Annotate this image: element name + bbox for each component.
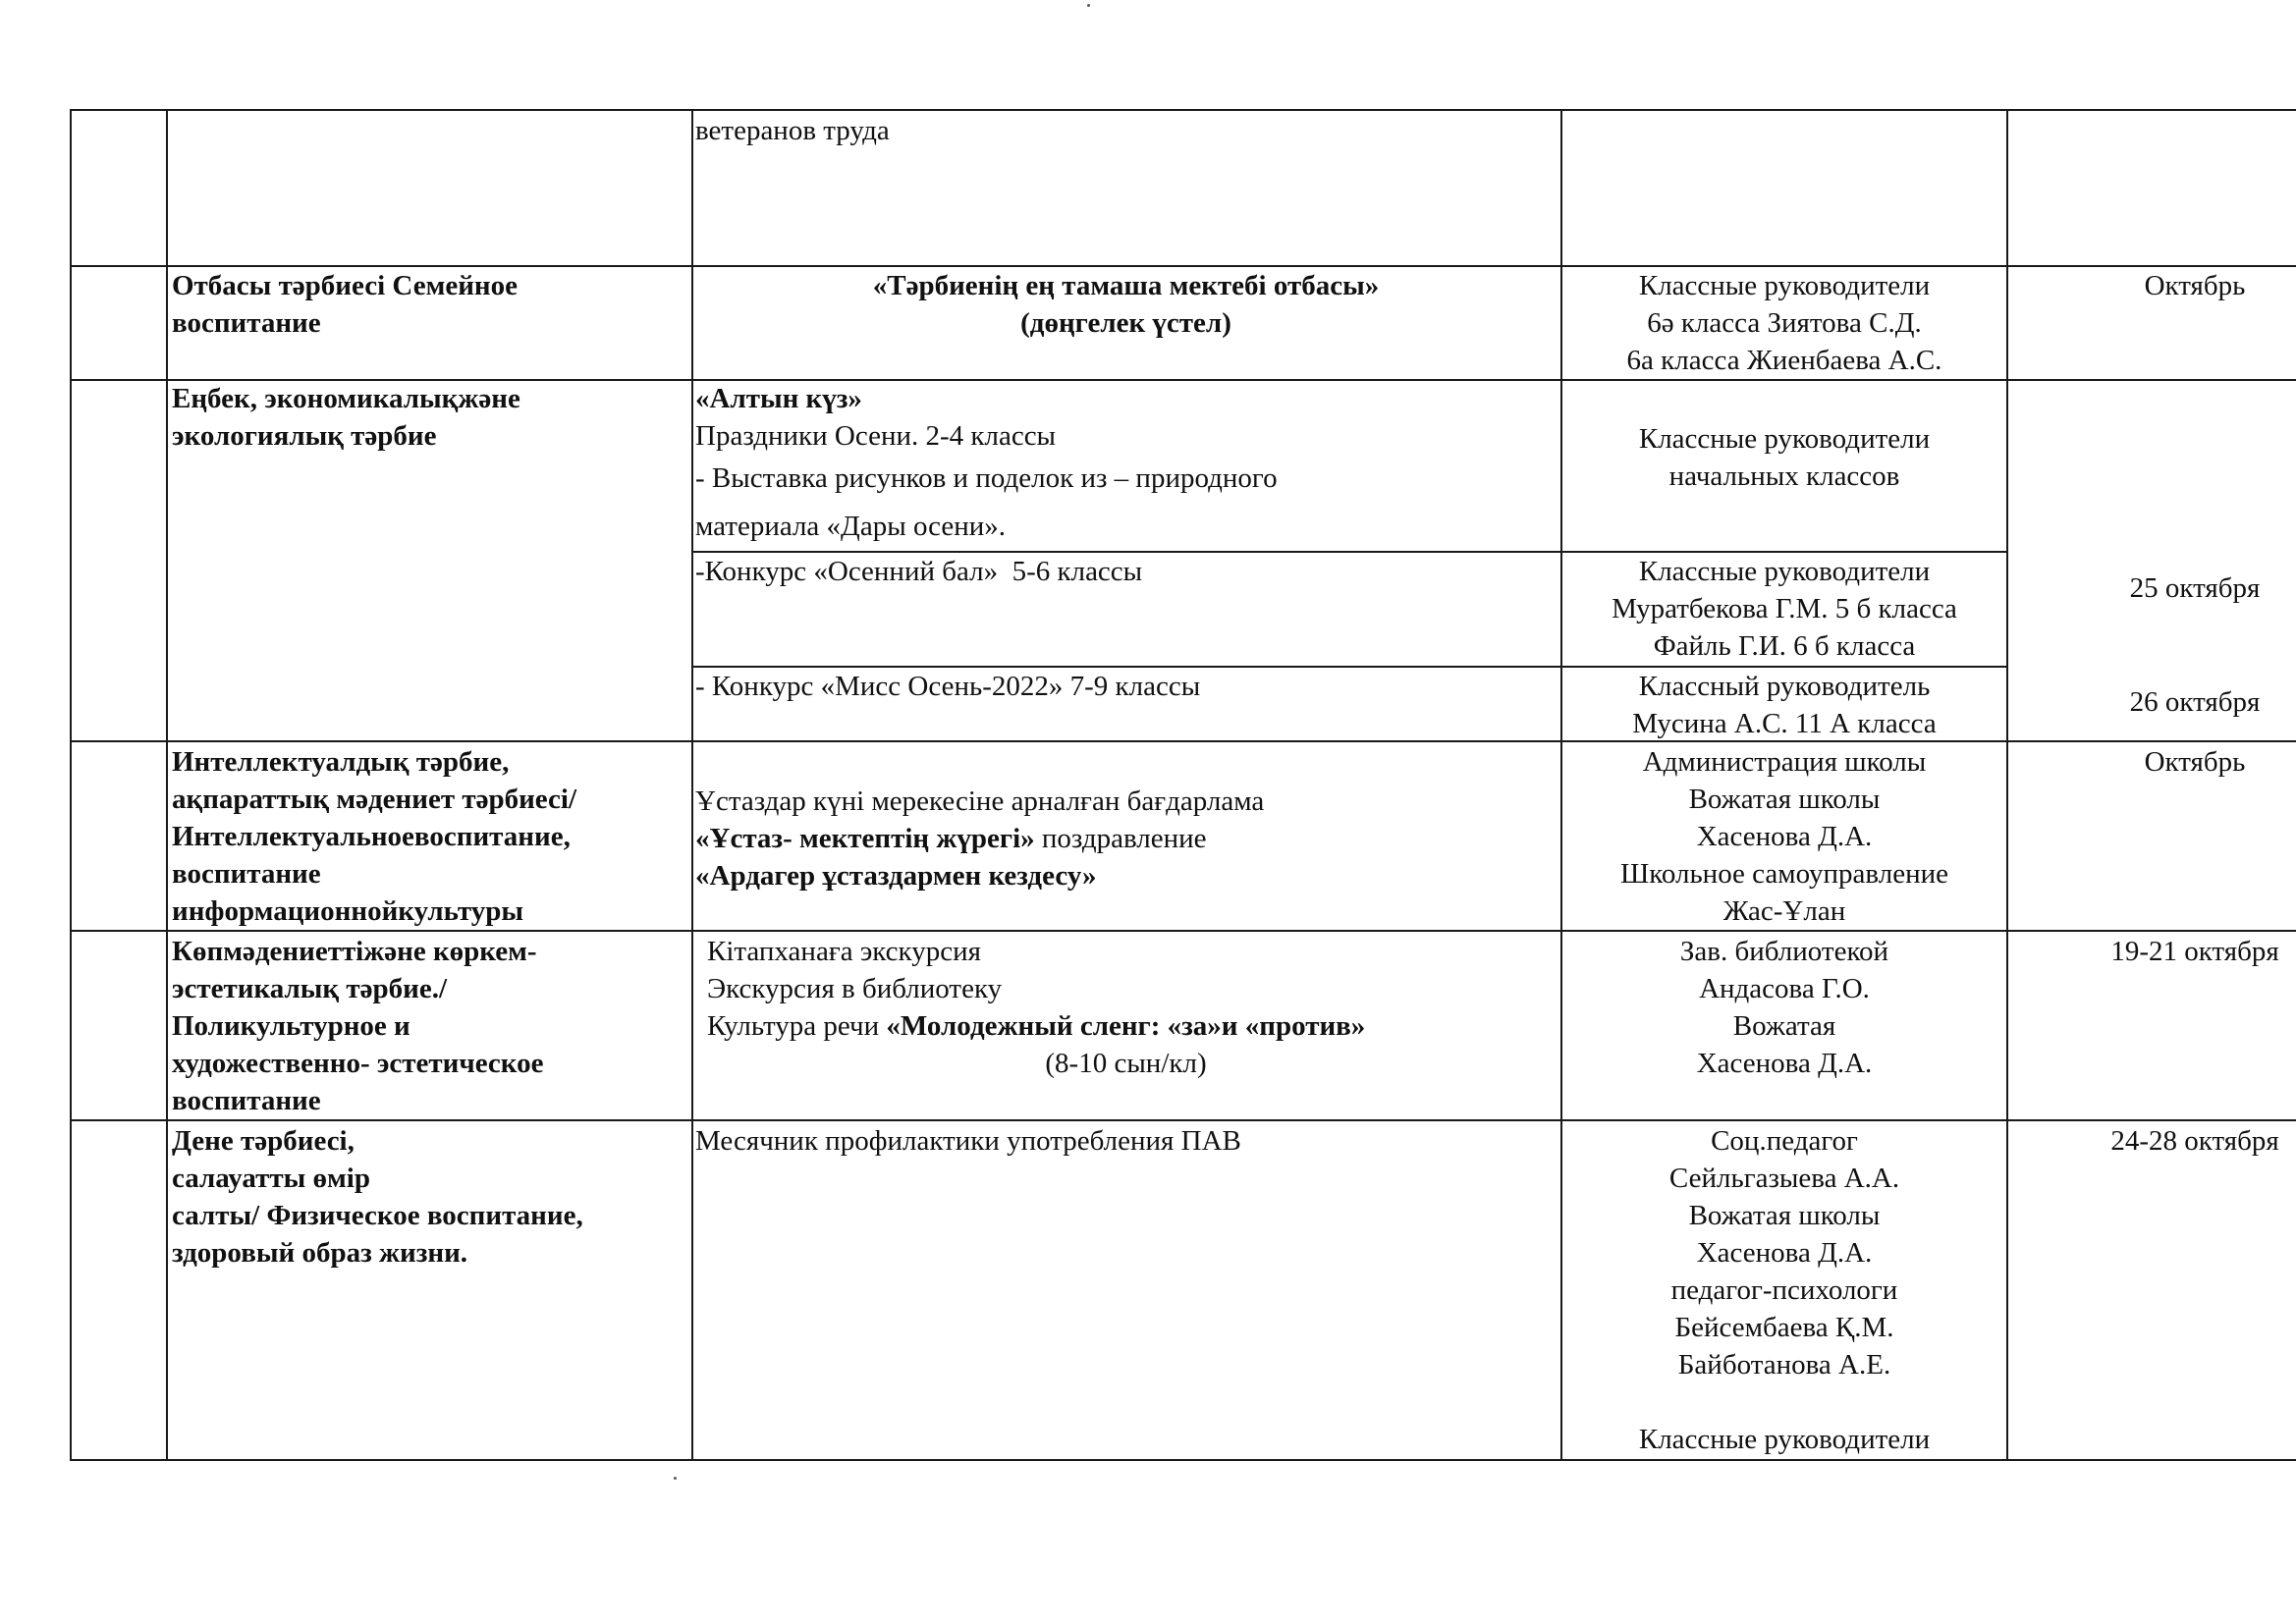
- responsible-text: Классные руководители: [1638, 556, 1931, 587]
- responsible-text: Зав. библиотекой: [1679, 936, 1889, 967]
- date-text: 19-21 октября: [2110, 936, 2279, 967]
- event-text: Ұстаздар күні мерекесіне арналған бағдарлама: [695, 785, 1265, 817]
- date-text: Октябрь: [2144, 746, 2246, 778]
- event-text: Экскурсия в библиотеку: [707, 973, 1003, 1004]
- responsible-text: начальных классов: [1668, 460, 1900, 492]
- event-text: ветеранов труда: [695, 115, 890, 146]
- direction-text: Интеллектуальноевоспитание,: [172, 821, 571, 852]
- date-text: 25 октября: [2129, 572, 2261, 604]
- responsible-text: Андасова Г.О.: [1699, 973, 1870, 1004]
- scan-speck: [674, 1477, 677, 1480]
- responsible-text: Сейльгазыева А.А.: [1668, 1163, 1900, 1194]
- direction-text: салты/ Физическое воспитание,: [172, 1200, 583, 1231]
- table-row-divider: [70, 930, 2296, 932]
- event-text: - Выставка рисунков и поделок из – природного: [695, 462, 1278, 494]
- event-text: -Конкурс «Осенний бал» 5-6 классы: [695, 556, 1143, 587]
- responsible-text: Вожатая школы: [1688, 784, 1881, 815]
- event-title: «Ардагер ұстаздармен кездесу»: [695, 860, 1097, 892]
- responsible-text: Муратбекова Г.М. 5 б класса: [1612, 593, 1957, 624]
- direction-text: Поликультурное и: [172, 1010, 410, 1042]
- direction-text: Отбасы тәрбиесі Семейное: [172, 270, 519, 301]
- table-border-left: [70, 109, 72, 1461]
- direction-text: воспитание: [172, 307, 321, 339]
- direction-text: информационнойкультуры: [172, 895, 523, 927]
- direction-text: воспитание: [172, 858, 321, 890]
- table-column-divider: [166, 109, 168, 1461]
- responsible-text: Классный руководитель: [1638, 671, 1931, 702]
- event-text-line: [707, 1007, 1365, 1045]
- event-text: Культура речи: [707, 1010, 887, 1042]
- table-border-bottom: [70, 1459, 2296, 1461]
- direction-text: эстетикалық тәрбие./: [172, 973, 448, 1004]
- direction-text: ақпараттық мәдениет тәрбиесі/: [172, 784, 577, 815]
- date-text: 26 октября: [2129, 686, 2261, 718]
- event-text: - Конкурс «Мисс Осень-2022» 7-9 классы: [695, 671, 1201, 702]
- direction-text: салауатты өмір: [172, 1163, 370, 1194]
- date-text: Октябрь: [2144, 270, 2246, 301]
- responsible-text: Администрация школы: [1642, 746, 1927, 778]
- event-text: поздравление: [1034, 823, 1207, 854]
- direction-text: Дене тәрбиесі,: [172, 1125, 355, 1157]
- responsible-text: Вожатая школы: [1688, 1200, 1881, 1231]
- table-border-top: [70, 109, 2296, 111]
- event-title: «Алтын күз»: [695, 383, 862, 414]
- event-text: (8-10 сын/кл): [1045, 1048, 1207, 1079]
- event-title: «Ұстаз- мектептің жүрегі»: [695, 823, 1035, 854]
- responsible-text: Файль Г.И. 6 б класса: [1653, 630, 1916, 662]
- event-title: «Молодежный сленг: «за»и «против»: [886, 1010, 1366, 1042]
- direction-text: художественно- эстетическое: [172, 1048, 544, 1079]
- responsible-text: Классные руководители: [1638, 1424, 1931, 1455]
- direction-text: экологиялық тәрбие: [172, 420, 437, 452]
- responsible-text: Школьное самоуправление: [1620, 858, 1948, 890]
- responsible-text: 6ә класса Зиятова С.Д.: [1647, 307, 1922, 339]
- event-subtitle: (дөңгелек үстел): [1020, 307, 1231, 339]
- responsible-text: Классные руководители: [1638, 423, 1931, 455]
- responsible-text: педагог-психологи: [1670, 1274, 1898, 1306]
- direction-text: Көпмәдениеттіжәне көркем-: [172, 936, 537, 967]
- responsible-text: Соц.педагог: [1711, 1125, 1858, 1157]
- table-column-divider: [2006, 109, 2008, 1461]
- event-text: Месячник профилактики употребления ПАВ: [695, 1125, 1241, 1157]
- responsible-text: Вожатая: [1732, 1010, 1836, 1042]
- responsible-text: 6а класса Жиенбаева А.С.: [1626, 345, 1942, 376]
- responsible-text: Хасенова Д.А.: [1696, 821, 1873, 852]
- responsible-text: Жас-Ұлан: [1722, 895, 1846, 927]
- direction-text: Еңбек, экономикалықжәне: [172, 383, 520, 414]
- direction-text: воспитание: [172, 1085, 321, 1116]
- event-text: Праздники Осени. 2-4 классы: [695, 420, 1057, 452]
- event-title: «Тәрбиенің ең тамаша мектебі отбасы»: [872, 270, 1380, 301]
- scan-speck: [1087, 4, 1090, 7]
- responsible-text: Байботанова А.Е.: [1677, 1349, 1891, 1380]
- date-text: 24-28 октября: [2110, 1125, 2279, 1157]
- direction-text: здоровый образ жизни.: [172, 1237, 468, 1269]
- responsible-text: Мусина А.С. 11 А класса: [1632, 708, 1937, 739]
- direction-text: Интеллектуалдық тәрбие,: [172, 746, 510, 778]
- responsible-text: Классные руководители: [1638, 270, 1931, 301]
- responsible-text: Бейсембаева Қ.М.: [1674, 1312, 1894, 1343]
- event-text: Кітапханаға экскурсия: [707, 936, 981, 967]
- event-text-line: [695, 820, 1207, 857]
- table-row-divider: [70, 1119, 2296, 1121]
- responsible-text: Хасенова Д.А.: [1696, 1048, 1873, 1079]
- event-text: материала «Дары осени».: [695, 511, 1007, 542]
- responsible-text: Хасенова Д.А.: [1696, 1237, 1873, 1269]
